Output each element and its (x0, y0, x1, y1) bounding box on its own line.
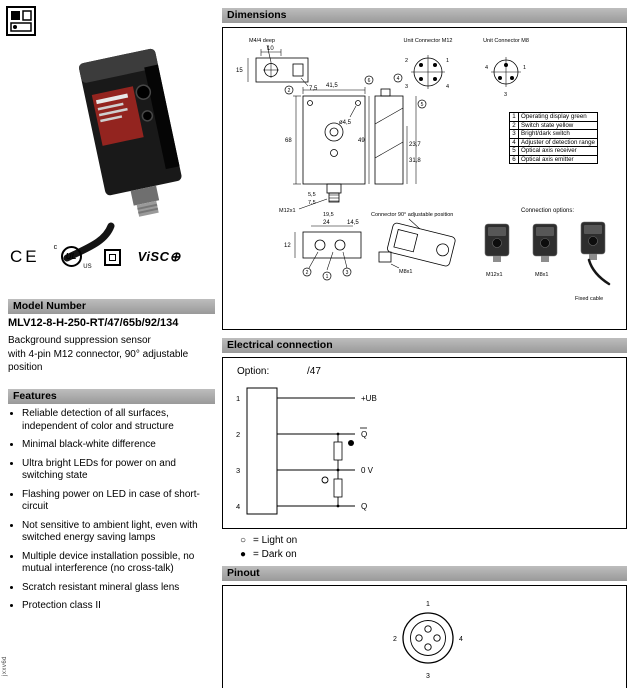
legend-marker-2 (285, 86, 293, 94)
dim-label-7-5-top: 7,5 (309, 86, 318, 92)
bottom-view-drawing (284, 220, 361, 280)
feature-item: • Not sensitive to ambient light, even with switched energy saving lamps (22, 520, 214, 545)
feature-item: • Reliable detection of all surfaces, independent of color and structure (22, 408, 214, 433)
unit-connector-m8-diagram (483, 38, 529, 98)
svg-text:3: 3 (405, 84, 409, 90)
pin-label-q-bar: Q (361, 430, 368, 439)
dimensions-box (222, 27, 627, 330)
pinout-diagram (223, 586, 626, 687)
side-code: jxxv6d (2, 655, 8, 676)
dim-label-12: 12 (284, 243, 291, 249)
svg-text:3: 3 (236, 466, 241, 475)
description-line-2: with 4-pin M12 connector, 90° adjustable position (8, 349, 189, 373)
pinout-pin-2: 2 (393, 636, 397, 643)
section-header-features: Features (8, 389, 215, 404)
feature-item: • Ultra bright LEDs for power on and switching state (22, 458, 214, 483)
svg-text:3: 3 (345, 270, 349, 276)
dark-on-dot (348, 440, 354, 446)
electrical-legend (240, 534, 297, 562)
feature-item: • Minimal black-white difference (22, 439, 214, 452)
pin-label-0v: 0 V (361, 466, 374, 475)
svg-text:6: 6 (367, 78, 371, 84)
dim-label-m12x1: M12x1 (279, 208, 296, 214)
svg-text:1: 1 (236, 394, 241, 403)
circuit-diagram (233, 382, 513, 524)
svg-text:4: 4 (396, 76, 400, 82)
feature-item: • Scratch resistant mineral glass lens (22, 582, 214, 595)
connection-options-label: Connection options: (521, 208, 575, 214)
legend-marker-5 (418, 100, 426, 108)
dim-label-10: 10 (267, 46, 274, 52)
dim-label-23-7: 23,7 (409, 142, 421, 148)
pin-label-ub: +UB (361, 394, 377, 403)
option-label-m8: M8x1 (535, 272, 549, 278)
section-header-dimensions: Dimensions (222, 8, 627, 23)
dim-label-m4: M4/4 deep (249, 38, 275, 44)
svg-text:1: 1 (523, 65, 527, 71)
visco-logo: ViSC⊕ (137, 249, 181, 264)
section-header-model-number: Model Number (8, 299, 215, 314)
svg-text:4: 4 (236, 502, 241, 511)
light-on-dot (322, 477, 328, 483)
svg-text:2: 2 (236, 430, 241, 439)
option-thumb-m12 (485, 224, 509, 262)
section-header-pinout: Pinout (222, 566, 627, 581)
legend-table: 1 Operating display green 2 Switch state yellow 3 Bright/dark switch 4 Adjuster of detection range 5 Optical axis receiver 6 Optical axis emitter (509, 112, 598, 164)
ul-c-label: c (53, 244, 58, 251)
description-line-1: Background suppression sensor (8, 335, 151, 346)
unit-connector-m12-label: Unit Connector M12 (403, 38, 453, 44)
svg-text:2: 2 (305, 270, 309, 276)
dark-on-symbol: ● (240, 549, 247, 560)
svg-text:2: 2 (405, 58, 409, 64)
top-view-drawing (236, 38, 318, 92)
dim-label-19-5: 19,5 (323, 212, 334, 218)
pinout-pin-4: 4 (459, 636, 463, 643)
legend-marker-2b (303, 268, 311, 276)
dim-label-24: 24 (323, 220, 330, 226)
svg-text:2: 2 (287, 88, 291, 94)
section-header-electrical: Electrical connection (222, 338, 627, 353)
legend-marker-4 (394, 74, 402, 82)
dark-on-text: = Dark on (253, 549, 297, 560)
side-view-drawing (358, 74, 426, 184)
option-value: /47 (307, 366, 321, 377)
ul-us-label: US (83, 264, 92, 270)
dim-label-31-8: 31,8 (409, 158, 421, 164)
ce-mark: CE (10, 247, 40, 266)
ul-mark (53, 244, 92, 270)
unit-connector-m8-label: Unit Connector M8 (483, 38, 529, 44)
dimensions-drawing (223, 28, 626, 329)
features-list (10, 408, 214, 619)
pin-label-q: Q (361, 502, 368, 511)
svg-text:4: 4 (446, 84, 450, 90)
dim-label-7-5-bottom: 7,5 (308, 200, 316, 206)
brand-logo-icon (6, 6, 36, 41)
dim-label-5-5: 5,5 (308, 192, 316, 198)
front-view-drawing (279, 83, 365, 218)
light-on-symbol: ○ (240, 535, 247, 546)
legend-marker-3 (343, 268, 351, 276)
svg-text:1: 1 (446, 58, 450, 64)
protection-class-ii-icon (104, 249, 121, 266)
feature-item: • Multiple device installation possible, no mutual interference (no cross-talk) (22, 551, 214, 576)
dim-label-m8x1: M8x1 (399, 269, 413, 275)
ul-circle-icon: UL (61, 246, 82, 267)
svg-text:1: 1 (325, 274, 329, 280)
svg-text:3: 3 (504, 92, 508, 98)
svg-text:5: 5 (420, 102, 424, 108)
product-photo (45, 30, 210, 270)
dim-label-49: 49 (358, 138, 365, 144)
dim-label-15: 15 (236, 68, 243, 74)
legend-marker-6 (365, 76, 373, 84)
certification-marks (10, 243, 212, 271)
unit-connector-m12-diagram (404, 38, 453, 90)
light-on-text: = Light on (253, 535, 298, 546)
pinout-pin-1: 1 (426, 601, 430, 608)
dim-label-41-5: 41,5 (326, 83, 338, 89)
feature-item: • Protection class II (22, 600, 214, 613)
model-number: MLV12-8-H-250-RT/47/65b/92/134 (8, 317, 179, 329)
option-label-fixed-cable: Fixed cable (575, 296, 604, 302)
pinout-box (222, 585, 627, 688)
svg-text:4: 4 (485, 65, 489, 71)
connector-90-drawing (371, 212, 456, 275)
dim-label-14-5: 14,5 (347, 220, 359, 226)
option-thumb-cable (581, 222, 605, 260)
electrical-box (222, 357, 627, 529)
dim-label-dia4-5: ø4,5 (339, 120, 352, 126)
option-thumb-m8 (533, 224, 557, 262)
legend-marker-1 (323, 272, 331, 280)
dim-label-68: 68 (285, 138, 292, 144)
option-label-m12: M12x1 (486, 272, 503, 278)
connection-options (485, 208, 609, 302)
pinout-pin-3: 3 (426, 673, 430, 680)
feature-item: • Flashing power on LED in case of short-circuit (22, 489, 214, 514)
option-label: Option: (237, 366, 270, 377)
connector-note: Connector 90° adjustable position (371, 212, 454, 218)
